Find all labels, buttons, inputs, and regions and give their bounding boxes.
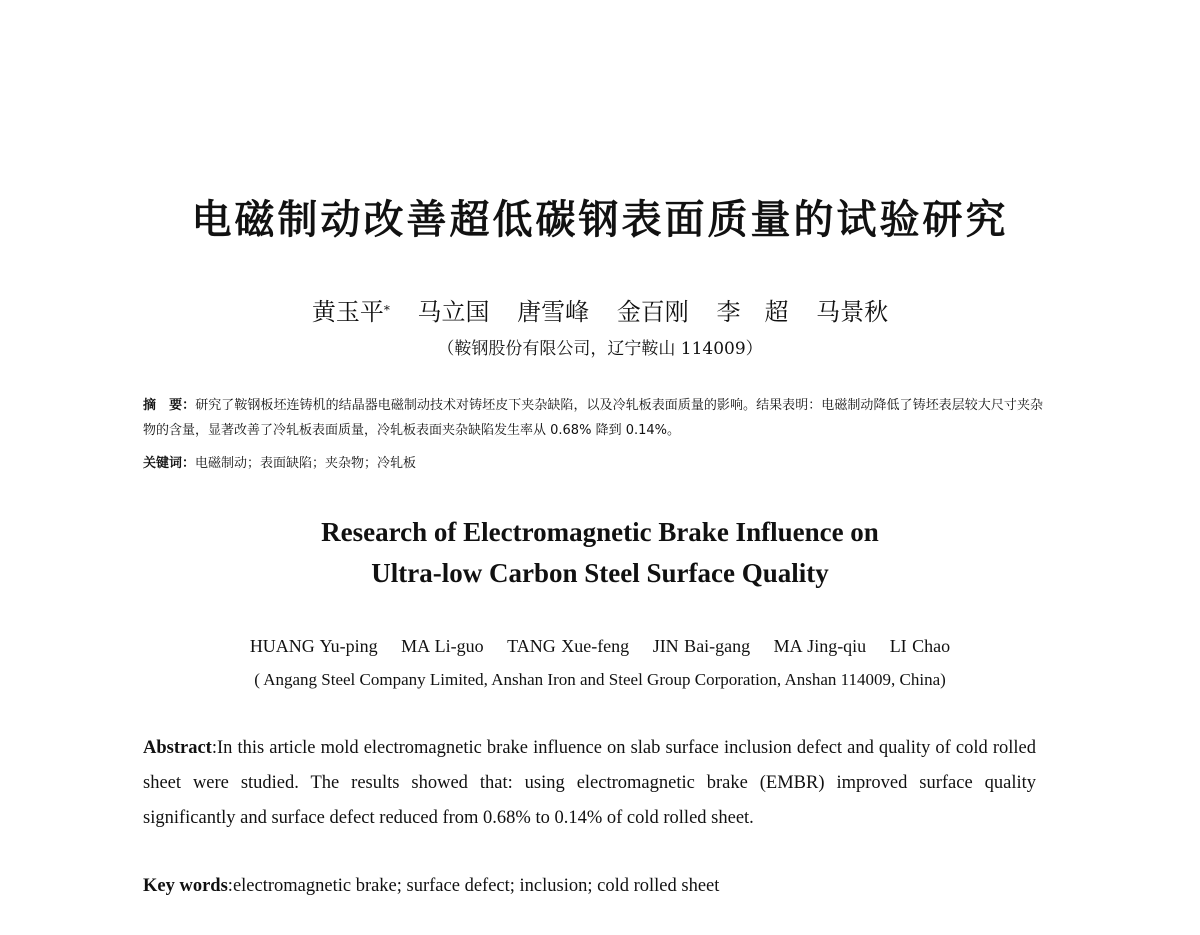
english-author: JIN Bai-gang <box>652 636 751 656</box>
english-title <box>0 512 1200 594</box>
english-title-line: Ultra-low Carbon Steel Surface Quality <box>371 558 829 588</box>
corresponding-author-mark: * <box>383 303 390 317</box>
english-author: MA Li-guo <box>401 636 484 656</box>
chinese-keywords <box>143 451 1043 476</box>
english-author: HUANG Yu-ping <box>249 636 378 656</box>
english-abstract <box>143 731 1036 836</box>
chinese-author: 黄玉平* <box>311 298 390 326</box>
chinese-keywords-text: 电磁制动；表面缺陷；夹杂物；冷轧板 <box>195 456 417 471</box>
chinese-abstract <box>143 393 1043 443</box>
english-keywords <box>143 871 1036 901</box>
english-abstract-label: Abstract <box>143 738 212 758</box>
english-abstract-text: In this article mold electromagnetic brake influence on slab surface inclusion defect and quality of cold rolled sheet were studied. The results showed that: using electromagnetic brake (EMBR) improved surface quality significantly and surface defect reduced from 0.68% to 0.14% of cold rolled sheet. <box>143 738 1036 828</box>
english-author: LI Chao <box>889 636 951 656</box>
english-author-list <box>0 632 1200 660</box>
english-keywords-separator: : <box>227 876 233 896</box>
english-keywords-label: Key words <box>143 876 228 896</box>
chinese-author: 李 超 <box>716 298 789 326</box>
english-keywords-text: electromagnetic brake; surface defect; inclusion; cold rolled sheet <box>232 876 720 896</box>
chinese-title: 电磁制动改善超低碳钢表面质量的试验研究 <box>191 197 1009 243</box>
chinese-author: 马立国 <box>417 298 490 326</box>
english-title-line: Research of Electromagnetic Brake Influence on <box>321 517 879 547</box>
chinese-author: 唐雪峰 <box>517 298 590 326</box>
chinese-abstract-label: 摘 要： <box>143 398 196 413</box>
english-abstract-separator: : <box>211 738 217 758</box>
chinese-author: 马景秋 <box>816 298 889 326</box>
chinese-affiliation: （鞍钢股份有限公司，辽宁鞍山 114009） <box>437 339 763 359</box>
english-author: MA Jing-qiu <box>773 636 867 656</box>
english-affiliation: ( Angang Steel Company Limited, Anshan Iron and Steel Group Corporation, Anshan 114009, China) <box>254 670 946 689</box>
chinese-author-list <box>0 294 1200 330</box>
chinese-keywords-label: 关键词： <box>143 456 196 471</box>
chinese-abstract-text: 研究了鞍钢板坯连铸机的结晶器电磁制动技术对铸坯皮下夹杂缺陷，以及冷轧板表面质量的影响。结果表明：电磁制动降低了铸坯表层较大尺寸夹杂物的含量，显著改善了冷轧板表面质量，冷轧板表面夹杂缺陷发生率从 0.68% 降到 0.14%。 <box>143 398 1043 438</box>
english-author: TANG Xue-feng <box>507 636 630 656</box>
chinese-author: 金百刚 <box>616 298 689 326</box>
